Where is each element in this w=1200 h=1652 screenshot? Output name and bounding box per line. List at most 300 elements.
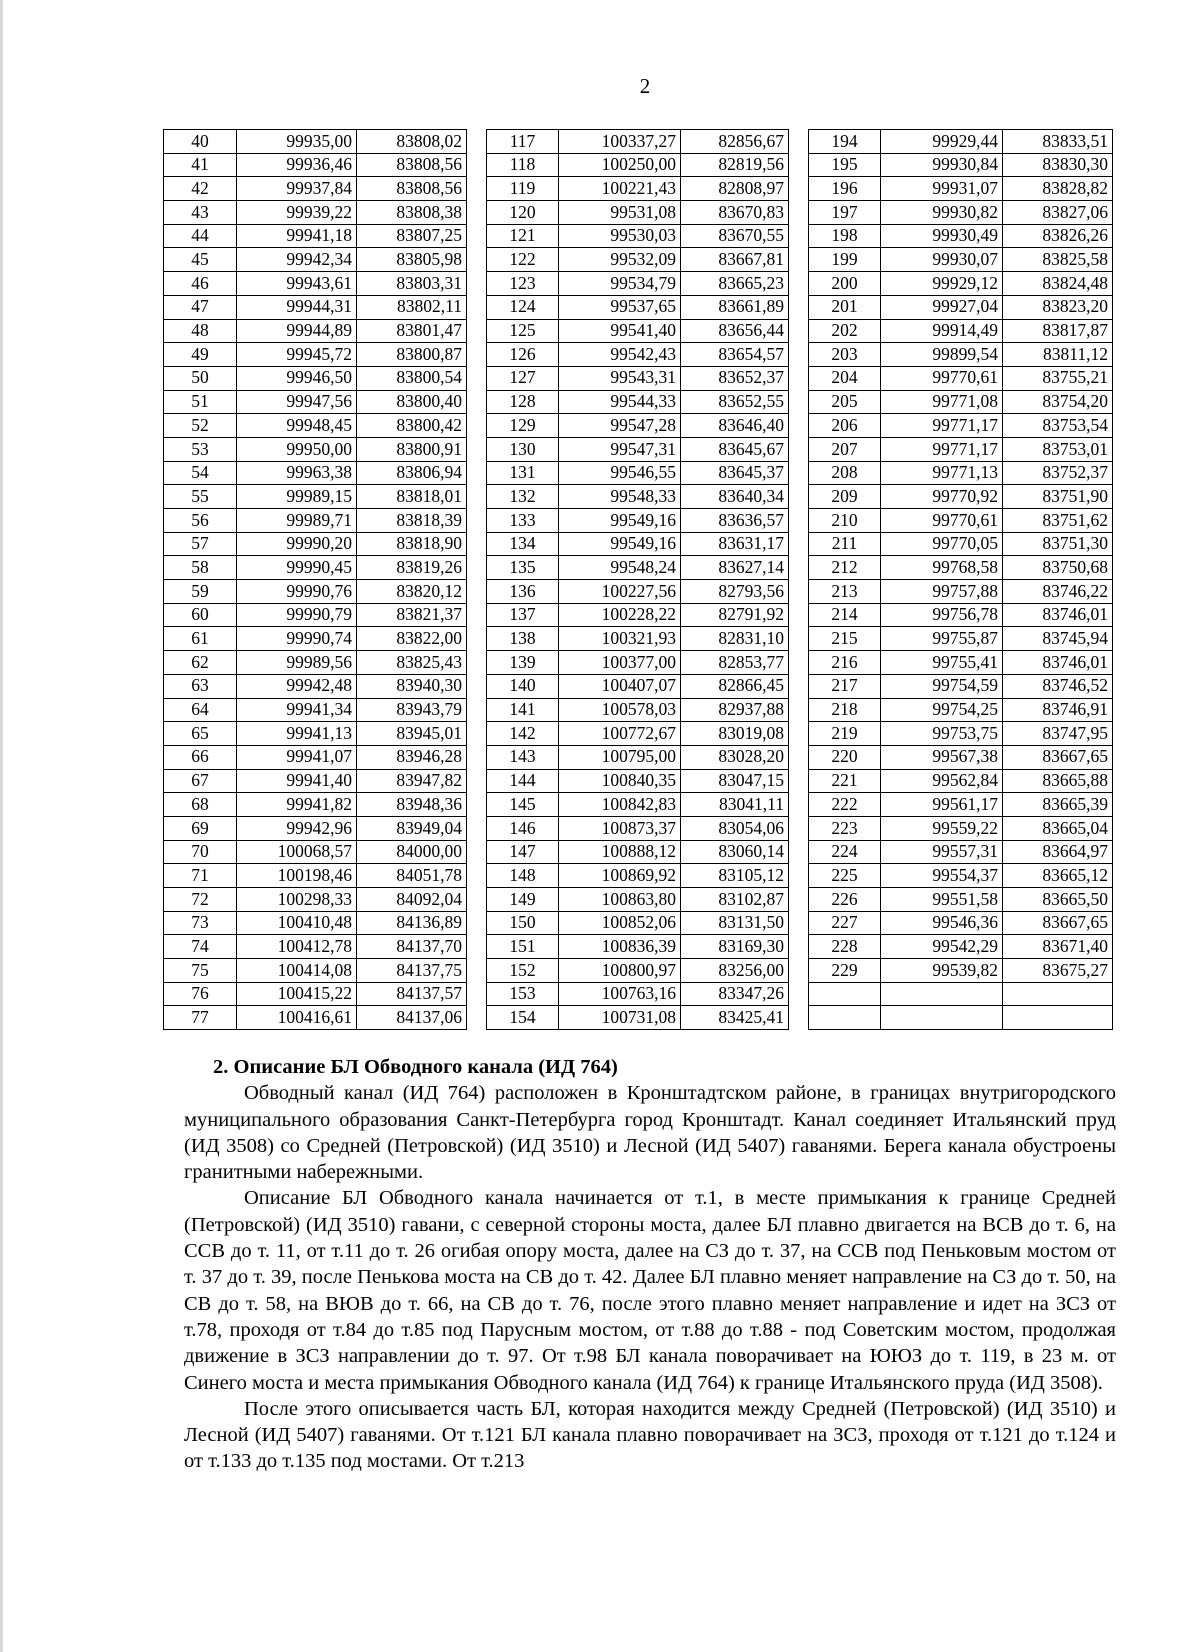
y-coordinate-cell: 83818,39 xyxy=(357,509,467,533)
y-coordinate-cell xyxy=(1003,1006,1113,1030)
y-coordinate-cell: 83665,04 xyxy=(1003,816,1113,840)
column-gap xyxy=(467,722,487,746)
x-coordinate-cell: 99990,45 xyxy=(237,556,357,580)
point-number-cell: 202 xyxy=(809,319,881,343)
point-number-cell: 65 xyxy=(164,722,237,746)
x-coordinate-cell: 99950,00 xyxy=(237,437,357,461)
point-number-cell: 68 xyxy=(164,793,237,817)
point-number-cell: 132 xyxy=(487,485,559,509)
y-coordinate-cell: 83808,38 xyxy=(357,201,467,225)
point-number-cell: 70 xyxy=(164,840,237,864)
y-coordinate-cell: 82853,77 xyxy=(681,651,789,675)
column-gap xyxy=(789,698,809,722)
x-coordinate-cell: 99929,44 xyxy=(881,130,1003,154)
column-gap xyxy=(467,177,487,201)
point-number-cell: 135 xyxy=(487,556,559,580)
column-gap xyxy=(467,603,487,627)
y-coordinate-cell: 83646,40 xyxy=(681,414,789,438)
point-number-cell: 229 xyxy=(809,959,881,983)
column-gap xyxy=(789,651,809,675)
x-coordinate-cell: 99531,08 xyxy=(559,201,681,225)
point-number-cell: 45 xyxy=(164,248,237,272)
point-number-cell: 221 xyxy=(809,769,881,793)
y-coordinate-cell: 84092,04 xyxy=(357,888,467,912)
column-gap xyxy=(467,698,487,722)
column-gap xyxy=(789,248,809,272)
y-coordinate-cell: 83664,97 xyxy=(1003,840,1113,864)
point-number-cell: 144 xyxy=(487,769,559,793)
y-coordinate-cell: 84136,89 xyxy=(357,911,467,935)
point-number-cell: 146 xyxy=(487,816,559,840)
x-coordinate-cell: 100852,06 xyxy=(559,911,681,935)
x-coordinate-cell: 100410,48 xyxy=(237,911,357,935)
x-coordinate-cell: 99530,03 xyxy=(559,224,681,248)
column-gap xyxy=(789,627,809,651)
point-number-cell: 41 xyxy=(164,153,237,177)
point-number-cell: 228 xyxy=(809,935,881,959)
column-gap xyxy=(467,959,487,983)
point-number-cell: 139 xyxy=(487,651,559,675)
column-gap xyxy=(467,390,487,414)
point-number-cell: 61 xyxy=(164,627,237,651)
y-coordinate-cell: 83946,28 xyxy=(357,745,467,769)
point-number-cell: 74 xyxy=(164,935,237,959)
column-gap xyxy=(467,793,487,817)
section-heading: 2. Описание БЛ Обводного канала (ИД 764) xyxy=(213,1056,618,1078)
y-coordinate-cell: 83806,94 xyxy=(357,461,467,485)
table-row xyxy=(164,959,1113,983)
column-gap xyxy=(467,485,487,509)
y-coordinate-cell: 84137,06 xyxy=(357,1006,467,1030)
column-gap xyxy=(789,911,809,935)
table-row xyxy=(164,437,1113,461)
x-coordinate-cell: 99770,92 xyxy=(881,485,1003,509)
y-coordinate-cell: 83750,68 xyxy=(1003,556,1113,580)
x-coordinate-cell: 100337,27 xyxy=(559,130,681,154)
point-number-cell: 145 xyxy=(487,793,559,817)
table-row xyxy=(164,793,1113,817)
point-number-cell: 223 xyxy=(809,816,881,840)
x-coordinate-cell: 100731,08 xyxy=(559,1006,681,1030)
point-number-cell: 197 xyxy=(809,201,881,225)
x-coordinate-cell: 99561,17 xyxy=(881,793,1003,817)
x-coordinate-cell: 99770,61 xyxy=(881,509,1003,533)
column-gap xyxy=(789,556,809,580)
column-gap xyxy=(789,816,809,840)
column-gap xyxy=(467,745,487,769)
y-coordinate-cell: 83675,27 xyxy=(1003,959,1113,983)
column-gap xyxy=(789,864,809,888)
x-coordinate-cell: 99989,56 xyxy=(237,651,357,675)
x-coordinate-cell: 99963,38 xyxy=(237,461,357,485)
y-coordinate-cell: 83652,55 xyxy=(681,390,789,414)
y-coordinate-cell: 83753,54 xyxy=(1003,414,1113,438)
x-coordinate-cell: 99990,79 xyxy=(237,603,357,627)
y-coordinate-cell: 83751,30 xyxy=(1003,532,1113,556)
y-coordinate-cell: 83803,31 xyxy=(357,272,467,296)
point-number-cell: 53 xyxy=(164,437,237,461)
x-coordinate-cell: 99544,33 xyxy=(559,390,681,414)
table-row xyxy=(164,461,1113,485)
y-coordinate-cell: 83947,82 xyxy=(357,769,467,793)
x-coordinate-cell: 99935,00 xyxy=(237,130,357,154)
point-number-cell: 204 xyxy=(809,366,881,390)
y-coordinate-cell: 83667,65 xyxy=(1003,911,1113,935)
point-number-cell: 55 xyxy=(164,485,237,509)
x-coordinate-cell: 99939,22 xyxy=(237,201,357,225)
column-gap xyxy=(467,437,487,461)
y-coordinate-cell: 83754,20 xyxy=(1003,390,1113,414)
point-number-cell: 136 xyxy=(487,580,559,604)
x-coordinate-cell: 100250,00 xyxy=(559,153,681,177)
x-coordinate-cell: 99559,22 xyxy=(881,816,1003,840)
y-coordinate-cell: 83807,25 xyxy=(357,224,467,248)
y-coordinate-cell: 83823,20 xyxy=(1003,295,1113,319)
point-number-cell: 198 xyxy=(809,224,881,248)
paragraph: Описание БЛ Обводного канала начинается от т.1, в месте примыкания к границе Средней (Петровской) (ИД 3510) гавани, с северной стороны моста, далее БЛ плавно двигается на ВСВ до т. 6, на ССВ до т. 11, от т.11 до т. 26 огибая опору моста, далее на СЗ до т. 37, на ССВ под Пеньковым мостом от т. 37 до т. 39, после Пенькова моста на СВ до т. 42. Далее БЛ плавно меняет направление на СЗ до т. 50, на СВ до т. 58, на ВЮВ до т. 66, на СВ до т. 76, после этого плавно меняет направление и идет на ЗСЗ от т.78, проходя от т.84 до т.85 под Парусным мостом, от т.88 до т.88 - под Советским мостом, продолжая движение в ЗСЗ направлении до т. 97. От т.98 БЛ канала поворачивает на ЮЮЗ до т. 119, в 23 м. от Синего моста и места примыкания Обводного канала (ИД 764) к границе Итальянского пруда (ИД 3508). xyxy=(184,1187,1116,1394)
y-coordinate-cell: 83665,12 xyxy=(1003,864,1113,888)
point-number-cell: 59 xyxy=(164,580,237,604)
column-gap xyxy=(789,793,809,817)
point-number-cell: 194 xyxy=(809,130,881,154)
point-number-cell: 77 xyxy=(164,1006,237,1030)
y-coordinate-cell: 83943,79 xyxy=(357,698,467,722)
x-coordinate-cell: 99542,43 xyxy=(559,343,681,367)
y-coordinate-cell: 83755,21 xyxy=(1003,366,1113,390)
y-coordinate-cell: 82866,45 xyxy=(681,674,789,698)
y-coordinate-cell: 83805,98 xyxy=(357,248,467,272)
y-coordinate-cell: 83019,08 xyxy=(681,722,789,746)
table-row xyxy=(164,1006,1113,1030)
point-number-cell: 49 xyxy=(164,343,237,367)
y-coordinate-cell: 83800,54 xyxy=(357,366,467,390)
y-coordinate-cell: 83105,12 xyxy=(681,864,789,888)
point-number-cell: 148 xyxy=(487,864,559,888)
point-number-cell: 227 xyxy=(809,911,881,935)
x-coordinate-cell: 100763,16 xyxy=(559,982,681,1006)
x-coordinate-cell: 99899,54 xyxy=(881,343,1003,367)
y-coordinate-cell: 83808,02 xyxy=(357,130,467,154)
table-row xyxy=(164,603,1113,627)
x-coordinate-cell: 100377,00 xyxy=(559,651,681,675)
x-coordinate-cell: 99941,13 xyxy=(237,722,357,746)
point-number-cell: 128 xyxy=(487,390,559,414)
point-number-cell: 138 xyxy=(487,627,559,651)
point-number-cell: 42 xyxy=(164,177,237,201)
column-gap xyxy=(467,864,487,888)
y-coordinate-cell: 83828,82 xyxy=(1003,177,1113,201)
y-coordinate-cell: 83661,89 xyxy=(681,295,789,319)
point-number-cell: 208 xyxy=(809,461,881,485)
table-row xyxy=(164,745,1113,769)
y-coordinate-cell: 83948,36 xyxy=(357,793,467,817)
column-gap xyxy=(467,651,487,675)
point-number-cell: 142 xyxy=(487,722,559,746)
y-coordinate-cell: 83640,34 xyxy=(681,485,789,509)
x-coordinate-cell: 100836,39 xyxy=(559,935,681,959)
x-coordinate-cell: 99547,28 xyxy=(559,414,681,438)
column-gap xyxy=(467,319,487,343)
y-coordinate-cell: 83256,00 xyxy=(681,959,789,983)
x-coordinate-cell: 100407,07 xyxy=(559,674,681,698)
x-coordinate-cell xyxy=(881,982,1003,1006)
column-gap xyxy=(467,366,487,390)
point-number-cell: 131 xyxy=(487,461,559,485)
column-gap xyxy=(467,816,487,840)
x-coordinate-cell: 99946,50 xyxy=(237,366,357,390)
column-gap xyxy=(789,722,809,746)
column-gap xyxy=(467,509,487,533)
y-coordinate-cell: 83818,01 xyxy=(357,485,467,509)
point-number-cell: 219 xyxy=(809,722,881,746)
point-number-cell xyxy=(809,1006,881,1030)
x-coordinate-cell: 99989,15 xyxy=(237,485,357,509)
point-number-cell: 69 xyxy=(164,816,237,840)
point-number-cell: 218 xyxy=(809,698,881,722)
x-coordinate-cell: 99548,33 xyxy=(559,485,681,509)
point-number-cell: 217 xyxy=(809,674,881,698)
y-coordinate-cell: 83667,65 xyxy=(1003,745,1113,769)
y-coordinate-cell: 83800,87 xyxy=(357,343,467,367)
y-coordinate-cell: 82819,56 xyxy=(681,153,789,177)
y-coordinate-cell: 83825,43 xyxy=(357,651,467,675)
table-row xyxy=(164,224,1113,248)
y-coordinate-cell: 83801,47 xyxy=(357,319,467,343)
y-coordinate-cell: 84137,75 xyxy=(357,959,467,983)
point-number-cell: 127 xyxy=(487,366,559,390)
y-coordinate-cell: 83818,90 xyxy=(357,532,467,556)
point-number-cell: 195 xyxy=(809,153,881,177)
y-coordinate-cell: 83425,41 xyxy=(681,1006,789,1030)
y-coordinate-cell: 82937,88 xyxy=(681,698,789,722)
x-coordinate-cell: 100068,57 xyxy=(237,840,357,864)
point-number-cell: 47 xyxy=(164,295,237,319)
point-number-cell: 121 xyxy=(487,224,559,248)
table-row xyxy=(164,532,1113,556)
point-number-cell: 141 xyxy=(487,698,559,722)
point-number-cell: 152 xyxy=(487,959,559,983)
point-number-cell: 43 xyxy=(164,201,237,225)
x-coordinate-cell: 99768,58 xyxy=(881,556,1003,580)
table-row xyxy=(164,414,1113,438)
y-coordinate-cell: 83745,94 xyxy=(1003,627,1113,651)
y-coordinate-cell: 83654,57 xyxy=(681,343,789,367)
table-row xyxy=(164,816,1113,840)
table-row xyxy=(164,272,1113,296)
y-coordinate-cell: 83645,67 xyxy=(681,437,789,461)
x-coordinate-cell: 99931,07 xyxy=(881,177,1003,201)
y-coordinate-cell: 83347,26 xyxy=(681,982,789,1006)
point-number-cell: 73 xyxy=(164,911,237,935)
point-number-cell: 147 xyxy=(487,840,559,864)
table-row xyxy=(164,627,1113,651)
x-coordinate-cell: 100869,92 xyxy=(559,864,681,888)
x-coordinate-cell: 100578,03 xyxy=(559,698,681,722)
column-gap xyxy=(789,177,809,201)
point-number-cell: 206 xyxy=(809,414,881,438)
x-coordinate-cell: 99557,31 xyxy=(881,840,1003,864)
y-coordinate-cell: 83627,14 xyxy=(681,556,789,580)
x-coordinate-cell: 99532,09 xyxy=(559,248,681,272)
column-gap xyxy=(789,390,809,414)
y-coordinate-cell: 83800,40 xyxy=(357,390,467,414)
point-number-cell: 200 xyxy=(809,272,881,296)
point-number-cell: 151 xyxy=(487,935,559,959)
x-coordinate-cell: 99990,76 xyxy=(237,580,357,604)
x-coordinate-cell: 99942,96 xyxy=(237,816,357,840)
column-gap xyxy=(789,414,809,438)
y-coordinate-cell: 83949,04 xyxy=(357,816,467,840)
point-number-cell: 210 xyxy=(809,509,881,533)
point-number-cell: 50 xyxy=(164,366,237,390)
point-number-cell: 126 xyxy=(487,343,559,367)
y-coordinate-cell: 83808,56 xyxy=(357,153,467,177)
x-coordinate-cell: 100412,78 xyxy=(237,935,357,959)
column-gap xyxy=(467,532,487,556)
point-number-cell: 123 xyxy=(487,272,559,296)
column-gap xyxy=(789,935,809,959)
y-coordinate-cell: 83751,90 xyxy=(1003,485,1113,509)
point-number-cell: 71 xyxy=(164,864,237,888)
y-coordinate-cell: 84137,57 xyxy=(357,982,467,1006)
x-coordinate-cell: 99936,46 xyxy=(237,153,357,177)
y-coordinate-cell: 83631,17 xyxy=(681,532,789,556)
y-coordinate-cell: 83054,06 xyxy=(681,816,789,840)
column-gap xyxy=(789,295,809,319)
column-gap xyxy=(789,437,809,461)
x-coordinate-cell: 99948,45 xyxy=(237,414,357,438)
point-number-cell: 205 xyxy=(809,390,881,414)
y-coordinate-cell: 83811,12 xyxy=(1003,343,1113,367)
point-number-cell: 75 xyxy=(164,959,237,983)
x-coordinate-cell: 99546,55 xyxy=(559,461,681,485)
x-coordinate-cell: 99941,07 xyxy=(237,745,357,769)
y-coordinate-cell: 83670,83 xyxy=(681,201,789,225)
point-number-cell: 72 xyxy=(164,888,237,912)
column-gap xyxy=(789,343,809,367)
column-gap xyxy=(789,769,809,793)
x-coordinate-cell: 99539,82 xyxy=(881,959,1003,983)
x-coordinate-cell: 99753,75 xyxy=(881,722,1003,746)
column-gap xyxy=(789,485,809,509)
column-gap xyxy=(467,674,487,698)
column-gap xyxy=(467,580,487,604)
point-number-cell: 56 xyxy=(164,509,237,533)
column-gap xyxy=(467,935,487,959)
point-number-cell: 149 xyxy=(487,888,559,912)
y-coordinate-cell: 83821,37 xyxy=(357,603,467,627)
x-coordinate-cell: 99754,59 xyxy=(881,674,1003,698)
x-coordinate-cell: 99549,16 xyxy=(559,532,681,556)
x-coordinate-cell: 99930,49 xyxy=(881,224,1003,248)
y-coordinate-cell: 83665,50 xyxy=(1003,888,1113,912)
y-coordinate-cell: 83652,37 xyxy=(681,366,789,390)
y-coordinate-cell: 83665,88 xyxy=(1003,769,1113,793)
point-number-cell: 64 xyxy=(164,698,237,722)
x-coordinate-cell: 99770,05 xyxy=(881,532,1003,556)
point-number-cell: 120 xyxy=(487,201,559,225)
y-coordinate-cell: 83746,52 xyxy=(1003,674,1113,698)
column-gap xyxy=(467,1006,487,1030)
x-coordinate-cell: 99534,79 xyxy=(559,272,681,296)
point-number-cell: 222 xyxy=(809,793,881,817)
y-coordinate-cell: 83827,06 xyxy=(1003,201,1113,225)
point-number-cell: 211 xyxy=(809,532,881,556)
column-gap xyxy=(789,130,809,154)
table-row xyxy=(164,366,1113,390)
column-gap xyxy=(467,272,487,296)
point-number-cell: 154 xyxy=(487,1006,559,1030)
x-coordinate-cell xyxy=(881,1006,1003,1030)
y-coordinate-cell: 83800,42 xyxy=(357,414,467,438)
table-row xyxy=(164,651,1113,675)
y-coordinate-cell: 83665,23 xyxy=(681,272,789,296)
point-number-cell: 137 xyxy=(487,603,559,627)
x-coordinate-cell: 100863,80 xyxy=(559,888,681,912)
table-row xyxy=(164,864,1113,888)
point-number-cell: 140 xyxy=(487,674,559,698)
x-coordinate-cell: 99537,65 xyxy=(559,295,681,319)
column-gap xyxy=(467,130,487,154)
y-coordinate-cell: 83060,14 xyxy=(681,840,789,864)
y-coordinate-cell: 83800,91 xyxy=(357,437,467,461)
y-coordinate-cell: 83670,55 xyxy=(681,224,789,248)
y-coordinate-cell: 83746,01 xyxy=(1003,603,1113,627)
point-number-cell: 122 xyxy=(487,248,559,272)
x-coordinate-cell: 99937,84 xyxy=(237,177,357,201)
table-row xyxy=(164,556,1113,580)
table-row xyxy=(164,769,1113,793)
column-gap xyxy=(467,556,487,580)
column-gap xyxy=(467,201,487,225)
y-coordinate-cell: 83940,30 xyxy=(357,674,467,698)
y-coordinate-cell: 83945,01 xyxy=(357,722,467,746)
column-gap xyxy=(467,153,487,177)
point-number-cell: 125 xyxy=(487,319,559,343)
table-row xyxy=(164,343,1113,367)
y-coordinate-cell: 83819,26 xyxy=(357,556,467,580)
y-coordinate-cell: 82791,92 xyxy=(681,603,789,627)
x-coordinate-cell: 99944,89 xyxy=(237,319,357,343)
column-gap xyxy=(789,153,809,177)
point-number-cell: 58 xyxy=(164,556,237,580)
x-coordinate-cell: 100772,67 xyxy=(559,722,681,746)
y-coordinate-cell: 82793,56 xyxy=(681,580,789,604)
table-row xyxy=(164,201,1113,225)
point-number-cell: 153 xyxy=(487,982,559,1006)
x-coordinate-cell: 100321,93 xyxy=(559,627,681,651)
column-gap xyxy=(789,509,809,533)
x-coordinate-cell: 99930,82 xyxy=(881,201,1003,225)
table-row xyxy=(164,698,1113,722)
y-coordinate-cell: 83824,48 xyxy=(1003,272,1113,296)
x-coordinate-cell: 99990,74 xyxy=(237,627,357,651)
point-number-cell: 209 xyxy=(809,485,881,509)
table-row xyxy=(164,390,1113,414)
point-number-cell: 130 xyxy=(487,437,559,461)
y-coordinate-cell: 83826,26 xyxy=(1003,224,1113,248)
point-number-cell: 51 xyxy=(164,390,237,414)
point-number-cell: 214 xyxy=(809,603,881,627)
x-coordinate-cell: 99929,12 xyxy=(881,272,1003,296)
y-coordinate-cell: 83753,01 xyxy=(1003,437,1113,461)
column-gap xyxy=(789,532,809,556)
y-coordinate-cell: 82808,97 xyxy=(681,177,789,201)
column-gap xyxy=(789,959,809,983)
column-gap xyxy=(789,224,809,248)
point-number-cell: 76 xyxy=(164,982,237,1006)
column-gap xyxy=(789,745,809,769)
